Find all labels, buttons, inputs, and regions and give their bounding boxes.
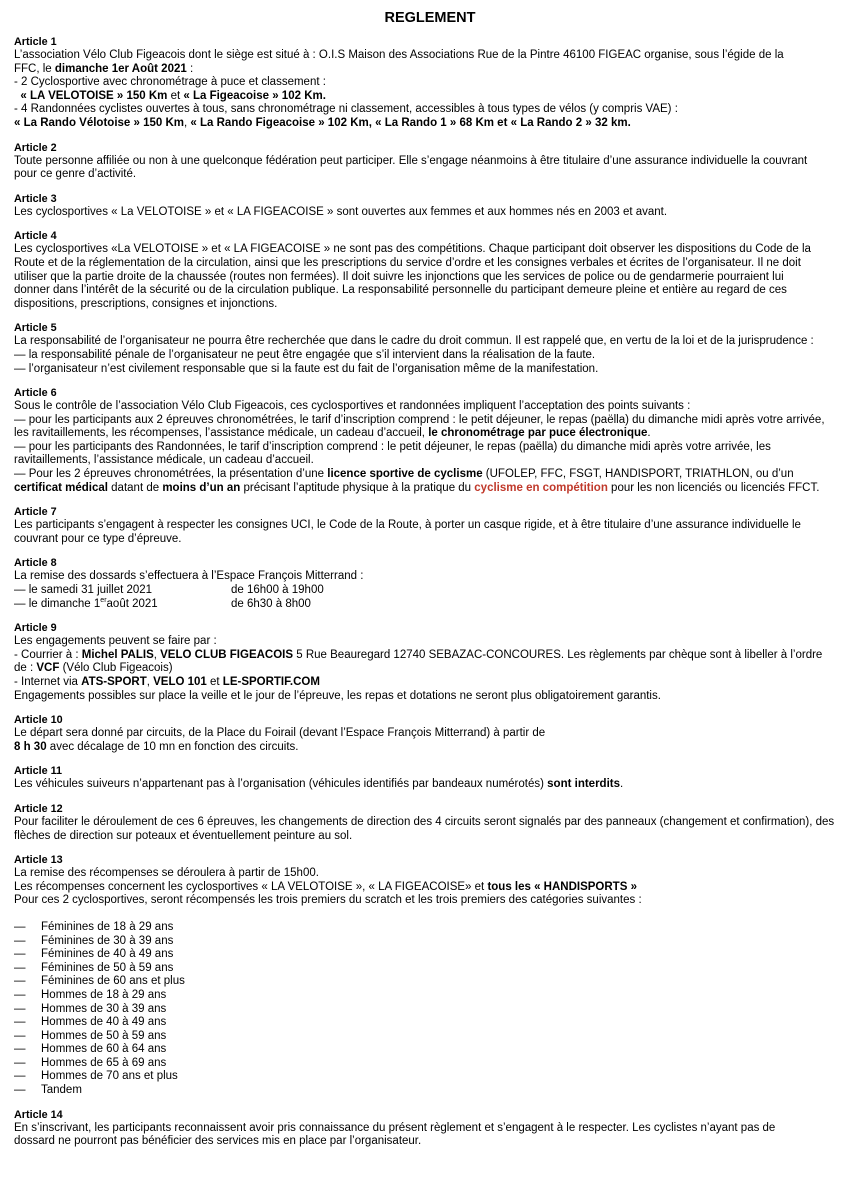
text-line: certificat médical datant de moins d’un an précisant l’aptitude physique à la pratique du cyclisme en compétition pour les non licenciés ou licenciés FFCT. (14, 481, 820, 494)
category-list (14, 921, 846, 1098)
article-heading: Article 14 (14, 1108, 63, 1121)
article-heading: Article 2 (14, 141, 57, 154)
category-label: Féminines de 18 à 29 ans (41, 920, 174, 933)
article-6 (14, 387, 846, 495)
event-date: dimanche 1er Août 2021 (54, 62, 187, 75)
article-13 (14, 854, 846, 1098)
article-7 (14, 506, 846, 546)
text-line: « LA VELOTOISE » 150 Km et « La Figeacoise » 102 Km. (20, 89, 326, 102)
article-3 (14, 193, 846, 220)
article-1 (14, 36, 846, 131)
dash-bullet: — (14, 1029, 26, 1042)
text-line: — pour les participants aux 2 épreuves chronométrées, le tarif d’inscription comprend : le petit déjeuner, le repas (paëlla) du dimanche midi après votre arrivée, (14, 413, 825, 426)
dash-bullet: — (14, 1002, 26, 1015)
article-8 (14, 557, 846, 611)
category-item (14, 1043, 846, 1057)
article-12 (14, 803, 846, 843)
category-label: Tandem (41, 1084, 82, 1097)
article-10 (14, 714, 846, 754)
text-line: — Pour les 2 épreuves chronométrées, la présentation d’une licence sportive de cyclisme (UFOLEP, FFC, FSGT, HANDISPORT, TRIATHLON, ou d’un (14, 468, 794, 481)
schedule-row: — le samedi 31 juillet 2021 de 16h00 à 19h00 (14, 584, 324, 597)
category-item (14, 921, 846, 935)
category-item (14, 975, 846, 989)
category-label: Féminines de 60 ans et plus (41, 975, 185, 988)
article-heading: Article 10 (14, 714, 63, 727)
text-line: Les engagements peuvent se faire par : (14, 635, 217, 648)
text-line: dispositions, prescriptions, consignes et injonctions. (14, 297, 278, 310)
text-line: pour ce genre d’activité. (14, 168, 137, 181)
text-line: - 4 Randonnées cyclistes ouvertes à tous, sans chronométrage ni classement, accessibles à tous types de vélos (y compris VAE) : (14, 103, 678, 116)
category-label: Hommes de 60 à 64 ans (41, 1043, 167, 1056)
text-line: - 2 Cyclosportive avec chronométrage à puce et classement : (14, 76, 326, 89)
dash-bullet: — (14, 934, 26, 947)
dash-bullet: — (14, 975, 26, 988)
text-line: FFC, le dimanche 1er Août 2021 : (14, 62, 194, 75)
dash-bullet: — (14, 1084, 26, 1097)
article-heading: Article 3 (14, 192, 57, 205)
text-line: de : VCF (Vélo Club Figeacois) (14, 662, 173, 675)
text-line: — l’organisateur n’est civilement responsable que si la faute est du fait de l’organisation même de la manifestation. (14, 362, 599, 375)
category-item (14, 1057, 846, 1071)
text-line: flèches de direction sur poteaux et éventuellement peinture au sol. (14, 829, 353, 842)
page-title: REGLEMENT (384, 10, 476, 26)
article-heading: Article 5 (14, 322, 57, 335)
dash-bullet: — (14, 961, 26, 974)
text-line: En s’inscrivant, les participants reconnaissent avoir pris connaissance du présent règlement et s’engagent à le respecter. Les cyclistes n’ayant pas de (14, 1121, 776, 1134)
dash-bullet: — (14, 1016, 26, 1029)
text-line: Les récompenses concernent les cyclosportives « LA VELOTOISE », « LA FIGEACOISE» et tous les « HANDISPORTS » (14, 880, 637, 893)
category-label: Hommes de 70 ans et plus (41, 1070, 178, 1083)
category-label: Hommes de 18 à 29 ans (41, 988, 167, 1001)
text-line: Engagements possibles sur place la veille et le jour de l’épreuve, les repas et dotations ne seront plus obligatoirement garantis. (14, 689, 661, 702)
article-heading: Article 8 (14, 557, 57, 570)
text-line: La remise des dossards s’effectuera à l’Espace François Mitterrand : (14, 570, 364, 583)
text-line: Les cyclosportives «La VELOTOISE » et « LA FIGEACOISE » ne sont pas des compétitions. Chaque participant doit observer les dispositions du Code de la (14, 243, 811, 256)
highlighted-text: cyclisme en compétition (474, 481, 608, 494)
text-line: Pour faciliter le déroulement de ces 6 épreuves, les changements de direction des 4 circuits seront signalés par des panneaux (changement et confirmation), des (14, 815, 835, 828)
article-5 (14, 322, 846, 376)
text-line: La responsabilité de l’organisateur ne pourra être recherchée que dans le cadre du droit commun. Il est rappelé que, en vertu de la loi et de la jurisprudence : (14, 335, 814, 348)
dash-bullet: — (14, 920, 26, 933)
article-heading: Article 9 (14, 622, 57, 635)
article-heading: Article 4 (14, 230, 57, 243)
text-line: - Internet via ATS-SPORT, VELO 101 et LE-SPORTIF.COM (14, 676, 320, 688)
article-heading: Article 12 (14, 802, 63, 815)
text-line: dossard ne pourront pas bénéficier des services mis en place par l’organisateur. (14, 1135, 422, 1148)
text-line: ravitaillements, l’assistance médicale, un cadeau d’accueil. (14, 454, 314, 467)
text-line: Sous le contrôle de l’association Vélo Club Figeacois, ces cyclosportives et randonnées impliquent l’acceptation des points suivants : (14, 400, 691, 413)
category-item (14, 1016, 846, 1030)
article-11 (14, 765, 846, 792)
dash-bullet: — (14, 1070, 26, 1083)
text-line: Les cyclosportives « La VELOTOISE » et « LA FIGEACOISE » sont ouvertes aux femmes et aux hommes nés en 2003 et avant. (14, 205, 668, 218)
category-item (14, 935, 846, 949)
category-item (14, 1084, 846, 1098)
text-line: Les véhicules suiveurs n’appartenant pas à l’organisation (véhicules identifiés par bandeaux numérotés) sont interdits. (14, 778, 624, 791)
text-line: Toute personne affiliée ou non à une quelconque fédération peut participer. Elle s’engage néanmoins à être titulaire d’une assurance individuelle la couvrant (14, 154, 808, 167)
category-item (14, 1070, 846, 1084)
text-line: 8 h 30 avec décalage de 10 mn en fonction des circuits. (14, 740, 299, 753)
schedule-row: — le dimanche 1eraoût 2021 de 6h30 à 8h00 (14, 596, 311, 610)
article-heading: Article 1 (14, 36, 57, 48)
text-line: les ravitaillements, les récompenses, l’assistance médicale, un cadeau d’accueil, le chronométrage par puce électronique. (14, 427, 651, 440)
text-line: L’association Vélo Club Figeacois dont le siège est situé à : O.I.S Maison des Associations Rue de la Pintre 46100 FIGEAC organise, sous l’égide de la (14, 49, 784, 61)
category-label: Féminines de 40 à 49 ans (41, 948, 174, 961)
category-item (14, 989, 846, 1003)
article-9 (14, 622, 846, 703)
text-line: Le départ sera donné par circuits, de la Place du Foirail (devant l’Espace François Mitterrand) à partir de (14, 727, 546, 740)
category-label: Hommes de 65 à 69 ans (41, 1056, 167, 1069)
category-label: Féminines de 50 à 59 ans (41, 961, 174, 974)
category-item (14, 1030, 846, 1044)
text-line: — la responsabilité pénale de l’organisateur ne peut être engagée que s’il intervient dans la réalisation de la faute. (14, 348, 596, 361)
text-line: « La Rando Vélotoise » 150 Km, « La Rando Figeacoise » 102 Km, « La Rando 1 » 68 Km et « La Rando 2 » 32 km. (14, 116, 631, 129)
category-label: Féminines de 30 à 39 ans (41, 934, 174, 947)
text-line: couvrant pour ce type d’épreuve. (14, 532, 182, 545)
text-line: donner dans l’intérêt de la sécurité ou de la circulation publique. La responsabilité personnelle du participant demeure pleine et entière au regard de ces (14, 284, 787, 297)
article-14 (14, 1109, 846, 1149)
article-heading: Article 11 (14, 765, 63, 778)
text-line: Route et de la réglementation de la circulation, ainsi que les prescriptions du service d’ordre et les consignes verbales et écrites de l’organisateur. Il ne doit (14, 256, 801, 269)
dash-bullet: — (14, 948, 26, 961)
text-line: Pour ces 2 cyclosportives, seront récompensés les trois premiers du scratch et les trois premiers des catégories suivantes : (14, 894, 642, 907)
category-item (14, 962, 846, 976)
text-line: La remise des récompenses se déroulera à partir de 15h00. (14, 867, 319, 880)
text-line: utiliser que la partie droite de la chaussée (routes non fermées). Il doit suivre les injonctions que les services de police ou de gendarmerie pourraient lui (14, 270, 784, 283)
document-page (14, 10, 846, 1160)
text-line: Les participants s’engagent à respecter les consignes UCI, le Code de la Route, à porter un casque rigide, et à être titulaire d’une assurance individuelle le (14, 519, 801, 532)
article-heading: Article 13 (14, 854, 63, 867)
article-heading: Article 7 (14, 506, 57, 519)
article-2 (14, 142, 846, 182)
article-4 (14, 230, 846, 311)
dash-bullet: — (14, 1056, 26, 1069)
dash-bullet: — (14, 1043, 26, 1056)
article-heading: Article 6 (14, 387, 57, 400)
category-item (14, 1003, 846, 1017)
category-label: Hommes de 40 à 49 ans (41, 1016, 167, 1029)
text-line: — pour les participants des Randonnées, le tarif d’inscription comprend : le petit déjeuner, le repas (paëlla) du dimanche midi après votre arrivée, les (14, 440, 771, 453)
category-label: Hommes de 30 à 39 ans (41, 1002, 167, 1015)
category-label: Hommes de 50 à 59 ans (41, 1029, 167, 1042)
dash-bullet: — (14, 988, 26, 1001)
category-item (14, 948, 846, 962)
text-line: - Courrier à : Michel PALIS, VELO CLUB FIGEACOIS 5 Rue Beauregard 12740 SEBAZAC-CONCOURES. Les règlements par chèque sont à libeller à l’ordre (14, 648, 823, 661)
